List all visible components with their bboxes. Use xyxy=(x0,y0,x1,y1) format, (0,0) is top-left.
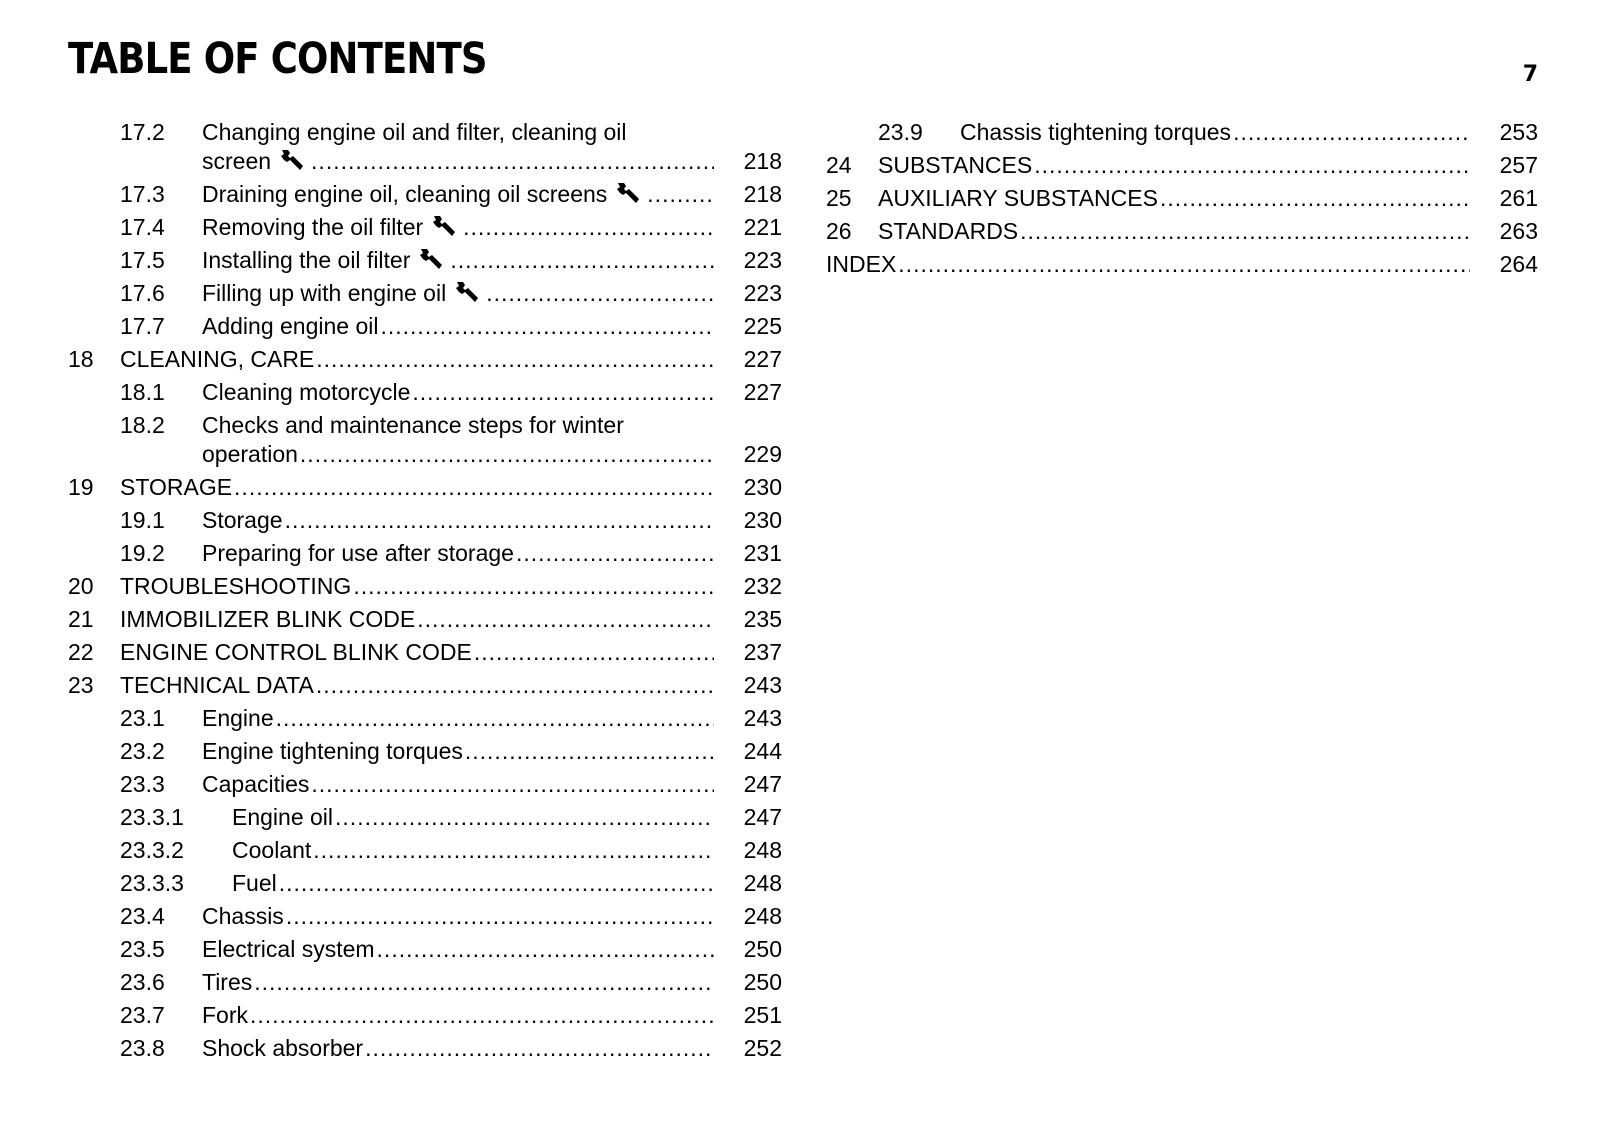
dot-leader xyxy=(1160,182,1470,215)
toc-entry-page: 221 xyxy=(743,214,782,240)
toc-entry-number: 25 xyxy=(826,185,852,211)
dot-leader xyxy=(234,471,714,504)
toc-entry-page: 257 xyxy=(1499,152,1538,178)
toc-entry[interactable] xyxy=(68,277,782,310)
toc-entry-page: 244 xyxy=(743,738,782,764)
toc-entry[interactable] xyxy=(826,182,1538,215)
dot-leader xyxy=(417,603,714,636)
toc-entry-number: 23.3.3 xyxy=(120,870,184,896)
toc-entry-number: 24 xyxy=(826,152,852,178)
toc-entry-page: 250 xyxy=(743,969,782,995)
dot-leader xyxy=(465,735,714,768)
toc-entry-page: 250 xyxy=(743,936,782,962)
dot-leader xyxy=(286,900,714,933)
toc-entry-title: STORAGE xyxy=(120,474,233,500)
dot-leader xyxy=(412,376,714,409)
dot-leader xyxy=(285,504,714,537)
toc-entry[interactable] xyxy=(68,768,782,801)
toc-entry-number: 21 xyxy=(68,606,94,632)
toc-entry-title: Adding engine oil xyxy=(202,313,379,339)
toc-entry-title: Electrical system xyxy=(202,936,375,962)
dot-leader xyxy=(474,636,714,669)
dot-leader xyxy=(300,438,714,471)
toc-entry-page: 243 xyxy=(743,705,782,731)
toc-entry-page: 232 xyxy=(743,573,782,599)
toc-entry-title: Coolant xyxy=(232,837,312,863)
toc-entry-number: 18.2 xyxy=(120,412,165,438)
toc-entry-title: Draining engine oil, cleaning oil screens xyxy=(202,181,608,207)
toc-entry-title: operation xyxy=(202,441,298,467)
toc-entry[interactable] xyxy=(826,215,1538,248)
toc-entry-title: ENGINE CONTROL BLINK CODE xyxy=(120,639,472,665)
dot-leader xyxy=(516,537,714,570)
toc-entry-page: 223 xyxy=(743,247,782,273)
toc-entry-page: 261 xyxy=(1499,185,1538,211)
dot-leader xyxy=(898,248,1470,281)
toc-entry-number: 26 xyxy=(826,218,852,244)
toc-entry-page: 230 xyxy=(743,474,782,500)
toc-entry-title: Storage xyxy=(202,507,283,533)
toc-entry[interactable] xyxy=(68,999,782,1032)
dot-leader xyxy=(1233,116,1470,149)
toc-entry-title: INDEX xyxy=(826,251,897,277)
toc-entry-title: Chassis tightening torques xyxy=(960,119,1232,145)
toc-entry-number: 23.3.1 xyxy=(120,804,184,830)
toc-entry[interactable] xyxy=(68,900,782,933)
toc-entry[interactable] xyxy=(68,735,782,768)
toc-entry-title: IMMOBILIZER BLINK CODE xyxy=(120,606,416,632)
toc-entry-title: Engine xyxy=(202,705,274,731)
toc-entry-title: Engine tightening torques xyxy=(202,738,463,764)
toc-entry[interactable] xyxy=(68,537,782,570)
toc-entry-title: Removing the oil filter xyxy=(202,214,424,240)
toc-entry-title: Fork xyxy=(202,1002,248,1028)
toc-entry-page: 251 xyxy=(743,1002,782,1028)
dot-leader xyxy=(311,145,714,178)
wrench-icon xyxy=(279,145,305,178)
page-title: TABLE OF CONTENTS xyxy=(68,34,487,84)
toc-entry-number: 23.8 xyxy=(120,1035,165,1061)
toc-entry-page: 231 xyxy=(743,540,782,566)
dot-leader xyxy=(377,933,714,966)
toc-entry-page: 230 xyxy=(743,507,782,533)
toc-entry-page: 248 xyxy=(743,870,782,896)
toc-entry-page: 247 xyxy=(743,804,782,830)
toc-entry-page: 227 xyxy=(743,346,782,372)
toc-entry[interactable] xyxy=(68,834,782,867)
toc-entry-number: 19.2 xyxy=(120,540,165,566)
toc-entry-title: STANDARDS xyxy=(878,218,1019,244)
toc-entry-page: 252 xyxy=(743,1035,782,1061)
toc-entry-title: Shock absorber xyxy=(202,1035,364,1061)
toc-entry-title-line1: Checks and maintenance steps for winter xyxy=(202,412,624,438)
toc-entry[interactable] xyxy=(68,504,782,537)
dot-leader xyxy=(486,277,714,310)
toc-entry[interactable] xyxy=(826,149,1538,182)
toc-entry-page: 229 xyxy=(743,441,782,467)
toc-entry-page: 218 xyxy=(743,148,782,174)
toc-entry-title: Installing the oil filter xyxy=(202,247,411,273)
dot-leader xyxy=(1020,215,1470,248)
dot-leader xyxy=(279,867,714,900)
toc-entry-number: 23.7 xyxy=(120,1002,165,1028)
toc-entry-number: 23.2 xyxy=(120,738,165,764)
dot-leader xyxy=(463,211,714,244)
toc-entry[interactable] xyxy=(68,244,782,277)
toc-entry-page: 227 xyxy=(743,379,782,405)
toc-entry[interactable] xyxy=(68,343,782,376)
toc-entry[interactable] xyxy=(68,178,782,211)
toc-entry-title: screen xyxy=(202,148,272,174)
toc-entry-number: 23.1 xyxy=(120,705,165,731)
wrench-icon xyxy=(418,244,444,277)
dot-leader xyxy=(313,834,714,867)
toc-entry-number: 23.9 xyxy=(878,119,923,145)
toc-entry-title: SUBSTANCES xyxy=(878,152,1033,178)
toc-entry-number: 17.3 xyxy=(120,181,165,207)
toc-entry[interactable] xyxy=(68,1032,782,1065)
toc-entry-page: 235 xyxy=(743,606,782,632)
toc-entry-page: 248 xyxy=(743,903,782,929)
toc-entry-number: 18 xyxy=(68,346,94,372)
toc-entry[interactable] xyxy=(68,867,782,900)
toc-entry-number: 23.6 xyxy=(120,969,165,995)
toc-entry-number: 22 xyxy=(68,639,94,665)
toc-entry-number: 23 xyxy=(68,672,94,698)
toc-entry[interactable] xyxy=(826,248,1538,281)
dot-leader xyxy=(276,702,714,735)
toc-entry[interactable] xyxy=(68,116,782,178)
toc-entry[interactable] xyxy=(68,702,782,735)
toc-entry-page: 218 xyxy=(743,181,782,207)
toc-entry-page: 223 xyxy=(743,280,782,306)
dot-leader xyxy=(316,343,714,376)
toc-entry-number: 23.3 xyxy=(120,771,165,797)
dot-leader xyxy=(316,669,714,702)
toc-entry[interactable] xyxy=(68,376,782,409)
toc-entry-page: 243 xyxy=(743,672,782,698)
toc-entry-page: 248 xyxy=(743,837,782,863)
wrench-icon xyxy=(431,211,457,244)
toc-entry[interactable] xyxy=(68,409,782,471)
toc-entry-number: 20 xyxy=(68,573,94,599)
toc-entry[interactable] xyxy=(68,570,782,603)
dot-leader xyxy=(365,1032,714,1065)
toc-entry-number: 17.7 xyxy=(120,313,165,339)
toc-entry-number: 19.1 xyxy=(120,507,165,533)
toc-entry-number: 17.6 xyxy=(120,280,165,306)
toc-entry[interactable] xyxy=(68,310,782,343)
toc-entry-title: Engine oil xyxy=(232,804,334,830)
dot-leader xyxy=(450,244,714,277)
toc-entry-page: 264 xyxy=(1499,251,1538,277)
toc-entry[interactable] xyxy=(68,801,782,834)
toc-entry-title: Tires xyxy=(202,969,253,995)
toc-entry-title: CLEANING, CARE xyxy=(120,346,315,372)
toc-entry-page: 225 xyxy=(743,313,782,339)
toc-entry[interactable] xyxy=(68,471,782,504)
toc-entry-title: TROUBLESHOOTING xyxy=(120,573,352,599)
toc-entry-page: 263 xyxy=(1499,218,1538,244)
toc-entry-title: Filling up with engine oil xyxy=(202,280,447,306)
toc-entry-number: 17.5 xyxy=(120,247,165,273)
toc-entry-title: TECHNICAL DATA xyxy=(120,672,314,698)
toc-entry-page: 247 xyxy=(743,771,782,797)
toc-entry-page: 253 xyxy=(1499,119,1538,145)
toc-entry-title: Cleaning motorcycle xyxy=(202,379,411,405)
toc-entry-number: 18.1 xyxy=(120,379,165,405)
toc-entry-number: 23.4 xyxy=(120,903,165,929)
toc-entry-title: Fuel xyxy=(232,870,277,896)
toc-entry-number: 23.3.2 xyxy=(120,837,184,863)
dot-leader xyxy=(335,801,714,834)
toc-entry-page: 237 xyxy=(743,639,782,665)
wrench-icon xyxy=(615,178,641,211)
toc-entry[interactable] xyxy=(68,603,782,636)
toc-entry-title: Capacities xyxy=(202,771,310,797)
page-number: 7 xyxy=(1522,62,1538,87)
wrench-icon xyxy=(454,277,480,310)
toc-entry-number: 17.2 xyxy=(120,119,165,145)
dot-leader xyxy=(1034,149,1470,182)
dot-leader xyxy=(380,310,714,343)
dot-leader xyxy=(254,966,714,999)
dot-leader xyxy=(250,999,714,1032)
toc-entry[interactable] xyxy=(68,966,782,999)
toc-entry-number: 23.5 xyxy=(120,936,165,962)
toc-entry-number: 19 xyxy=(68,474,94,500)
toc-entry[interactable] xyxy=(68,636,782,669)
toc-entry-title: Preparing for use after storage xyxy=(202,540,514,566)
toc-entry-title-line1: Changing engine oil and filter, cleaning oil xyxy=(202,119,627,145)
toc-entry[interactable] xyxy=(68,211,782,244)
toc-entry[interactable] xyxy=(68,933,782,966)
toc-column-right xyxy=(826,116,1538,281)
toc-entry-number: 17.4 xyxy=(120,214,165,240)
dot-leader xyxy=(647,178,714,211)
toc-entry-title: AUXILIARY SUBSTANCES xyxy=(878,185,1158,211)
toc-entry-title: Chassis xyxy=(202,903,284,929)
toc-column-left xyxy=(68,116,782,1065)
dot-leader xyxy=(353,570,714,603)
toc-entry[interactable] xyxy=(826,116,1538,149)
dot-leader xyxy=(311,768,714,801)
toc-entry[interactable] xyxy=(68,669,782,702)
